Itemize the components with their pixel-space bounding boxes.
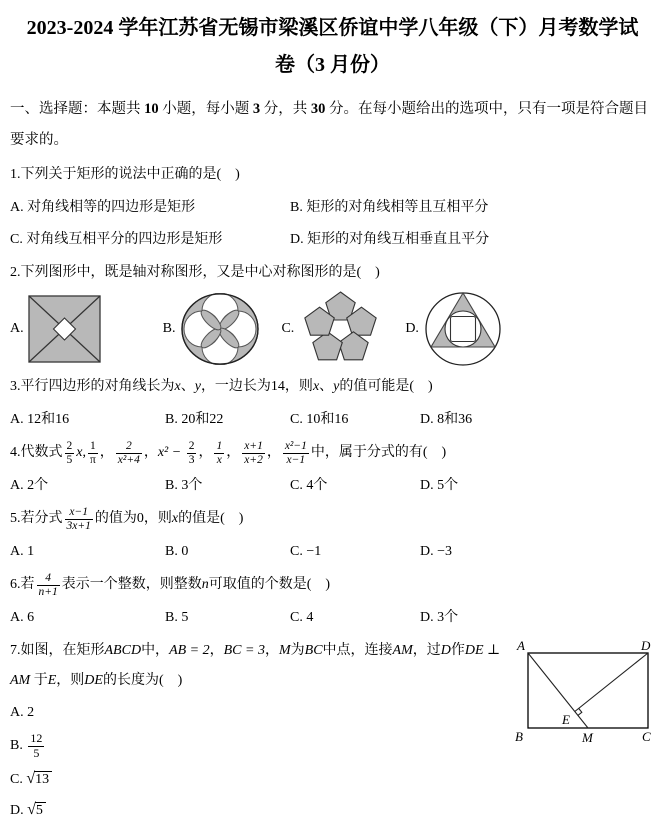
option-text: 对角线互相平分的四边形是矩形 [26,232,223,247]
stem-text: 为 [290,643,305,658]
fraction: $\frac{x+1}{x+2}$ [244,440,263,467]
option-label: C. [10,772,23,787]
figure-pinwheel-square [28,295,101,363]
option-label: B. [290,200,303,215]
fraction: $\frac{2}{5}$ [66,440,73,467]
question-1 [10,160,655,256]
question-3-option-c [290,404,420,436]
option-text: 8和36 [437,412,473,427]
option-label: A. [10,544,24,559]
question-1-option-a [10,192,290,224]
question-7 [10,636,655,826]
question-5-option-a [10,536,165,568]
figure-four-petal-circle [179,293,261,365]
option-label: B. [165,610,178,625]
question-2-figures [10,290,655,368]
fraction: $\frac{1}{x}$ [216,440,223,467]
question-1-stem: 1.下列关于矩形的说法中正确的是( ) [10,167,240,182]
vertex-label-c: C [642,729,651,744]
section-text: 一、选择题：本题共 [10,101,145,117]
question-4-option-b [165,470,290,502]
math-var: x [171,511,179,526]
exam-title [10,10,655,84]
fraction: $\frac{2}{\text{x²+4}}$ [117,440,140,467]
sqrt-expression [26,772,52,787]
option-label: A. [10,321,24,336]
radical-sign: √ [26,770,36,787]
option-text: 5个 [437,478,459,493]
question-4-option-d [420,470,655,502]
fraction: $\frac{12}{5}$ [30,731,43,760]
question-1-option-b [290,192,655,224]
stem-text: ， [99,445,114,460]
option-label: A. [10,705,24,720]
question-6-stem [10,570,655,600]
stem-text: 7.如图，在矩形 [10,643,105,658]
stem-text: ， [143,445,158,460]
option-label: D. [290,232,304,247]
option-text: 3个 [437,610,459,625]
question-5-options [10,536,655,568]
option-label: D. [10,803,24,818]
stem-text: 中， [141,643,170,658]
question-5 [10,504,655,568]
option-label: D. [405,321,419,336]
option-text: 2个 [27,478,49,493]
question-3-option-b [165,404,290,436]
option-label: D. [420,544,434,559]
option-label: C. [290,544,303,559]
section-count-questions: 10 [144,101,159,117]
stem-text: 的长度为( ) [102,673,183,688]
fraction: $\frac{2}{3}$ [188,440,195,467]
math-var: M [278,643,291,658]
question-6-options [10,602,655,634]
stem-text: , [82,445,86,460]
math-expr: DE ⊥ AM [10,643,501,688]
option-text: 0 [181,544,189,559]
math-expr: x² − [157,445,185,460]
option-label: D. [420,610,434,625]
radical-sign: √ [27,801,36,818]
option-label: C. [10,232,23,247]
question-6 [10,570,655,634]
option-text: 4个 [306,478,328,493]
option-label: B. [165,544,178,559]
math-expr: DE [84,673,103,688]
option-label: C. [290,478,303,493]
question-6-option-d [420,602,655,634]
option-text: 20和22 [181,412,224,427]
math-var: y [194,379,201,394]
question-2-stem: 2.下列图形中，既是轴对称图形，又是中心对称图形的是( ) [10,265,380,280]
section-text: 小题，每小题 [158,101,253,117]
sqrt-expression [27,803,46,818]
section-text: 分。在每小题给出的选项中，只有一项是符合题目要求的。 [10,101,648,148]
option-text: 矩形的对角线互相垂直且平分 [307,232,490,247]
stem-text: 的值是( ) [178,511,244,526]
point-label-e: E [562,712,570,727]
question-5-option-b [165,536,290,568]
question-1-option-d [290,224,655,256]
option-text: −3 [437,544,453,559]
math-expr: AB = 2 [169,643,210,658]
question-7-option-c [10,764,655,795]
figure-circle-triangle-square [423,291,503,367]
question-7-option-d [10,795,655,826]
stem-text: 、 [319,379,334,394]
stem-text: 、 [180,379,195,394]
option-label: C. [290,412,303,427]
question-4-option-a [10,470,165,502]
question-4-options [10,470,655,502]
question-3 [10,372,655,436]
option-label: B. [165,478,178,493]
math-var: D [440,643,451,658]
option-text: 矩形的对角线相等且互相平分 [306,200,489,215]
fraction: $\frac{x-1}{3x+1}$ [66,506,91,533]
option-text: 3个 [181,478,203,493]
stem-text: 于 [30,673,48,688]
stem-text: 作 [450,643,465,658]
question-3-option-d [420,404,655,436]
stem-text: 可取值的个数是( ) [208,577,331,592]
stem-text: ， [209,643,224,658]
question-6-option-b [165,602,290,634]
exam-title-line-1: 2023-2024 学年江苏省无锡市梁溪区侨谊中学八年级（下）月考数学试 [26,17,639,39]
stem-text: 表示一个整数，则整数 [61,577,202,592]
stem-text: 6.若 [10,577,35,592]
option-label: D. [420,412,434,427]
stem-text: ，一边长为14，则 [200,379,313,394]
option-label: C. [281,321,295,336]
stem-text: 5.若分式 [10,511,63,526]
option-label: A. [10,412,24,427]
section-header [10,94,655,156]
math-expr: AM [392,643,413,658]
radicand: 5 [35,802,46,818]
stem-text: ， [226,445,241,460]
question-3-option-a [10,404,165,436]
fraction: $\frac{\text{x²−1}}{x-1}$ [284,440,307,467]
math-var: x [174,379,181,394]
math-var: y [333,379,340,394]
vertex-label-a: A [517,638,525,653]
question-3-options [10,404,655,436]
question-4-stem [10,438,655,468]
section-text: 分，共 [260,101,311,117]
stem-text: ，过 [412,643,441,658]
section-points-total: 30 [310,101,326,117]
stem-text: 4.代数式 [10,445,63,460]
stem-text: ，则 [56,673,85,688]
option-text: 4 [306,610,314,625]
option-label: A. [10,610,24,625]
question-1-option-c [10,224,290,256]
option-label: C. [290,610,303,625]
question-2 [10,258,655,368]
option-label: B. [10,738,23,753]
option-text: 6 [27,610,35,625]
option-text: 10和16 [306,412,349,427]
stem-text: 中，属于分式的有( ) [310,445,447,460]
fraction: $\frac{4}{n+1}$ [38,572,58,599]
stem-text: ， [198,445,213,460]
option-text: 对角线相等的四边形是矩形 [27,200,196,215]
math-expr: BC = 3 [223,643,265,658]
option-label: D. [420,478,434,493]
question-5-option-d [420,536,655,568]
question-6-option-a [10,602,165,634]
question-7-stem [10,636,512,696]
question-4-option-c [290,470,420,502]
stem-text: ， [264,643,279,658]
option-label: A. [10,200,24,215]
stem-text: 中点，连接 [322,643,393,658]
stem-text: 的值可能是( ) [339,379,433,394]
stem-text: 3.平行四边形的对角线长为 [10,379,175,394]
fraction: $\frac{1}{\pi}$ [89,440,96,467]
question-4 [10,438,655,502]
option-text: 1 [27,544,35,559]
stem-text: 的值为0，则 [94,511,172,526]
option-text: −1 [306,544,322,559]
math-var: x [312,379,320,394]
radicand: 13 [34,771,52,787]
section-points-each: 3 [252,101,261,117]
stem-text: ， [266,445,281,460]
vertex-label-d: D [641,638,651,653]
option-text: 5 [181,610,189,625]
option-text: 12和16 [27,412,70,427]
question-5-stem [10,504,655,534]
math-var: E [47,673,57,688]
exam-title-line-2: 卷（3 月份） [275,54,390,76]
math-var: n [201,577,209,592]
question-1-options [10,192,655,256]
question-3-stem [10,372,655,402]
math-expr: BC [304,643,323,658]
figure-rectangle-abcd [503,638,655,744]
option-label: B. [165,412,178,427]
question-5-option-c [290,536,420,568]
figure-pentagon-flower [298,291,383,367]
vertex-label-b: B [515,729,523,744]
question-6-option-c [290,602,420,634]
math-expr: ABCD [104,643,142,658]
point-label-m: M [582,730,593,744]
option-text: 2 [27,705,35,720]
option-label: A. [10,478,24,493]
math-var: x [76,445,83,460]
option-label: B. [162,321,176,336]
